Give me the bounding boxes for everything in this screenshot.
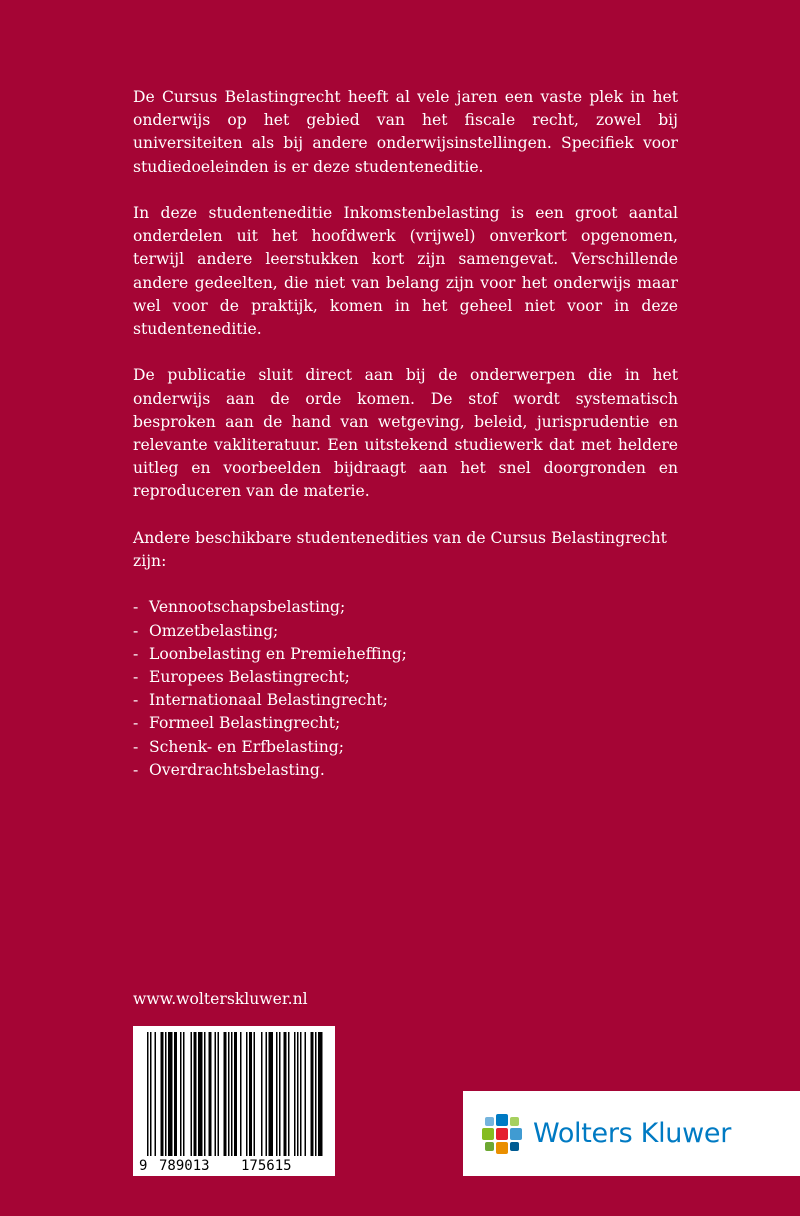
barcode-bar [234, 1032, 237, 1156]
barcode-bar [204, 1032, 206, 1156]
list-item: - Formeel Belastingrecht; [133, 714, 341, 733]
publisher-logo [463, 1091, 800, 1176]
editions-intro: Andere beschikbare studentenedities van de Cursus Belastingrecht zijn: [133, 528, 667, 571]
barcode-bar [288, 1032, 290, 1156]
barcode-bar [276, 1032, 278, 1156]
barcode-bar [209, 1032, 212, 1156]
barcode-bar [279, 1032, 281, 1156]
barcode-bar [215, 1032, 217, 1156]
barcode-bar [174, 1032, 177, 1156]
list-item: - Overdrachtsbelasting. [133, 760, 325, 779]
barcode-bar [269, 1032, 274, 1156]
barcode-bar [261, 1032, 263, 1156]
list-item: - Loonbelasting en Premieheffing; [133, 644, 407, 663]
barcode-bar [194, 1032, 197, 1156]
list-item: - Europees Belastingrecht; [133, 667, 350, 686]
method-paragraph: De publicatie sluit direct aan bij de onderwerpen die in het onderwijs aan de orde komen. De stof wordt systematisch besproken aan de hand van wetgeving, beleid, jurisprudentie en relevante vakliteratuur. Een uitstekend studiewerk dat met heldere uitleg en voorbeelden bijdraagt aan het snel doorgronden en reproduceren van de materie. [133, 366, 678, 501]
back-cover-text [133, 86, 678, 782]
barcode-bar [266, 1032, 268, 1156]
barcode-bar [198, 1032, 203, 1156]
isbn-first-digit: 9 [139, 1158, 148, 1174]
publisher-name: Wolters Kluwer [533, 1118, 731, 1149]
barcode-bar [165, 1032, 167, 1156]
barcode-bar [150, 1032, 152, 1156]
isbn-group-left: 789013 [159, 1158, 210, 1174]
barcode-bar [224, 1032, 227, 1156]
barcode-bar [318, 1032, 323, 1156]
barcode-bar [311, 1032, 314, 1156]
list-item: - Schenk- en Erfbelasting; [133, 737, 344, 756]
list-item: - Vennootschapsbelasting; [133, 598, 346, 617]
barcode-bar [249, 1032, 252, 1156]
barcode-bar [155, 1032, 157, 1156]
barcode-bar [161, 1032, 164, 1156]
intro-paragraph: De Cursus Belastingrecht heeft al vele jaren een vaste plek in het onderwijs op het gebied van het fiscale recht, zowel bij universiteiten als bij andere onderwijsinstellingen. Specifiek voor studiedoeleinden is er deze studenteneditie. [133, 88, 678, 176]
barcode-bar [305, 1032, 307, 1156]
barcode-bar [191, 1032, 193, 1156]
barcode-bars [133, 1026, 335, 1158]
barcode-bar [294, 1032, 296, 1156]
barcode-bar [315, 1032, 317, 1156]
barcode-bar [183, 1032, 185, 1156]
barcode-bar [180, 1032, 182, 1156]
isbn-group-right: 175615 [241, 1158, 292, 1174]
isbn-barcode [133, 1026, 335, 1176]
list-item: - Omzetbelasting; [133, 621, 279, 640]
content-paragraph: In deze studenteneditie Inkomstenbelasting is een groot aantal onderdelen uit het hoofdwerk (vrijwel) onverkort opgenomen, terwijl andere leerstukken kort zijn samengevat. Verschillende andere gedeelten, die niet van belang zijn voor het onderwijs maar wel voor de praktijk, komen in het geheel niet voor in deze studenteneditie. [133, 204, 678, 339]
editions-list [133, 596, 678, 782]
barcode-bar [147, 1032, 149, 1156]
list-item: - Internationaal Belastingrecht; [133, 691, 388, 710]
website-url: www.wolterskluwer.nl [133, 990, 308, 1008]
barcode-bar [168, 1032, 173, 1156]
barcode-bar [240, 1032, 242, 1156]
barcode-bar [231, 1032, 233, 1156]
barcode-bar [284, 1032, 287, 1156]
barcode-bar [254, 1032, 256, 1156]
barcode-bar [297, 1032, 299, 1156]
wolters-kluwer-logo-icon [479, 1111, 525, 1157]
barcode-bar [218, 1032, 220, 1156]
barcode-bar [246, 1032, 248, 1156]
barcode-bar [300, 1032, 302, 1156]
barcode-bar [228, 1032, 230, 1156]
